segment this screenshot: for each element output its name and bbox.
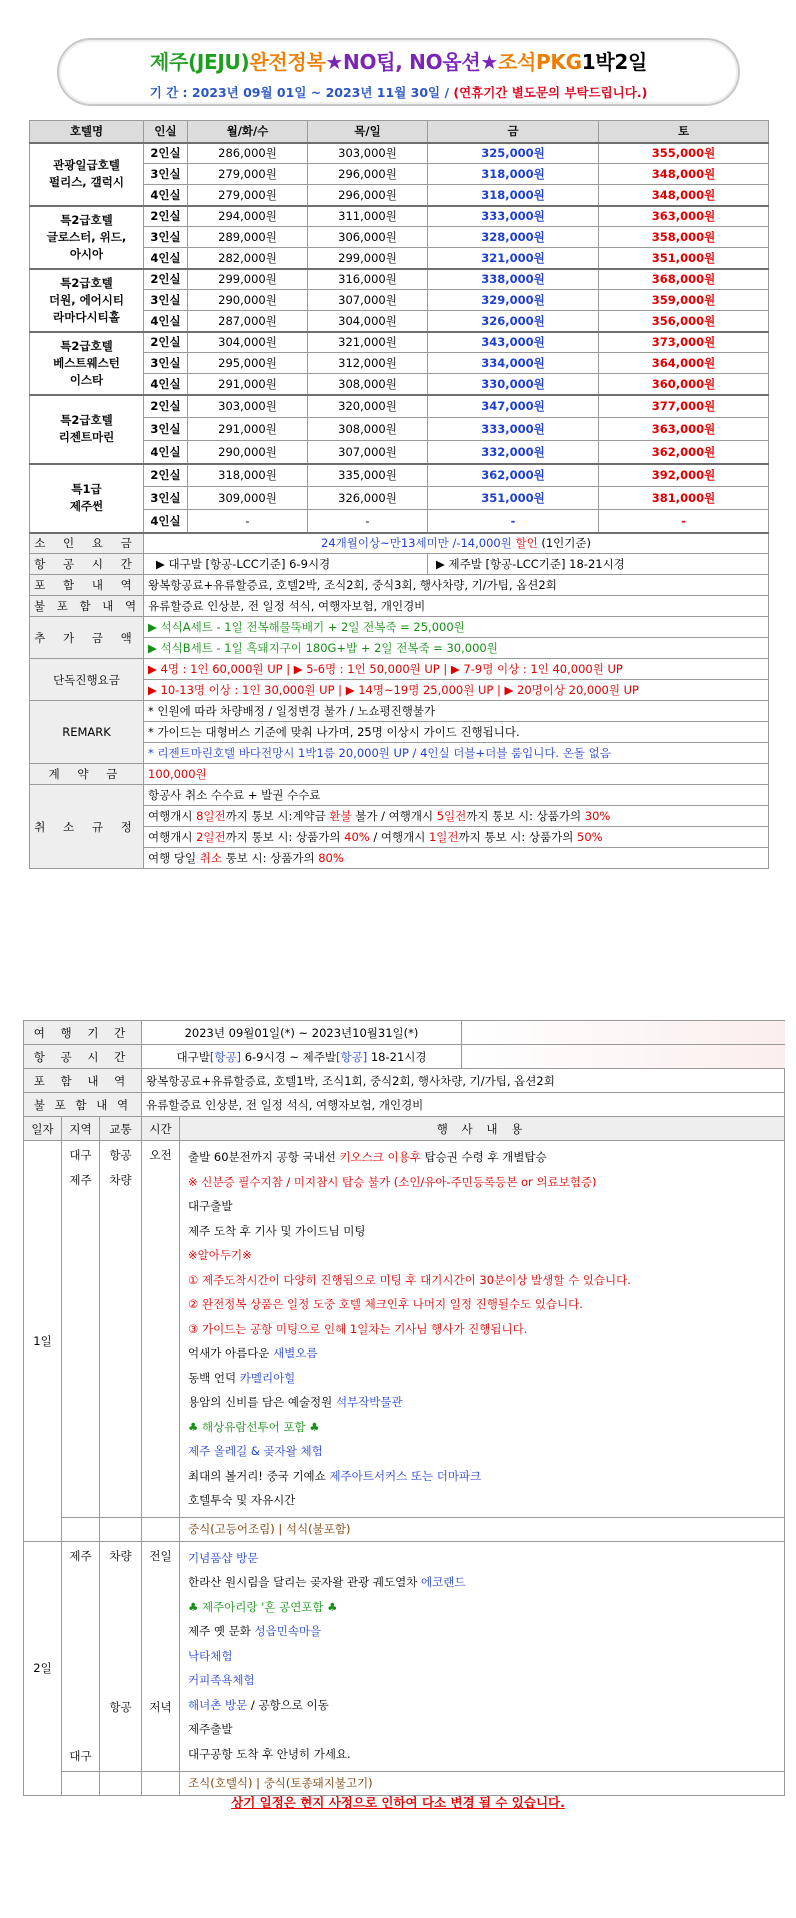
price-fri: 347,000원 <box>428 395 599 418</box>
occupancy: 3인실 <box>144 290 188 311</box>
price-thu-sun: 296,000원 <box>308 164 428 185</box>
sched-flight-row <box>24 1045 785 1069</box>
sched-header-row <box>24 1117 785 1141</box>
info-label: 계 약 금 <box>30 764 144 785</box>
price-fri: 333,000원 <box>428 206 599 227</box>
extra-set-a: ▶ 석식A세트 - 1일 전복해물뚝배기 + 2일 전복죽 = 25,000원 <box>144 617 769 638</box>
col-transport: 교통 <box>100 1117 142 1141</box>
itinerary-line: 최대의 볼거리! 중국 기예쇼 제주아트서커스 또는 더마파크 <box>188 1468 482 1483</box>
schedule-table <box>23 1020 785 1796</box>
price-thu-sun: 308,000원 <box>308 418 428 441</box>
empty-cell <box>100 1771 142 1795</box>
itinerary-line: 출발 60분전까지 공항 국내선 키오스크 이용후 탑승권 수령 후 개별탑승 <box>188 1150 547 1164</box>
itinerary-line: 호텔투숙 및 자유시간 <box>188 1493 296 1507</box>
col-day: 일자 <box>24 1117 62 1141</box>
info-label: 추 가 금 액 <box>30 617 144 659</box>
price-sat: 392,000원 <box>599 464 769 487</box>
price-mon-wed: 291,000원 <box>188 418 308 441</box>
sched-included-row <box>24 1069 785 1093</box>
hotel-name: 특2급호텔 글로스터, 위드, 아시아 <box>30 206 144 269</box>
hotel-name: 특2급호텔 더원, 에어시티 라마다시티홀 <box>30 269 144 332</box>
flight-daegu: ▶ 대구발 [항공-LCC기준] 6-9시경 <box>144 554 428 575</box>
day-label: 1일 <box>24 1141 62 1542</box>
price-mon-wed: 294,000원 <box>188 206 308 227</box>
price-mon-wed: 286,000원 <box>188 143 308 164</box>
sched-label: 불 포 함 내 역 <box>24 1093 142 1117</box>
price-thu-sun: 320,000원 <box>308 395 428 418</box>
itinerary-line: ※ 신분증 필수지참 / 미지참시 탑승 불가 (소인/유아-주민등록등본 or 의료보험증) <box>188 1174 597 1189</box>
day1-meals: 중식(고등어조림) | 석식(불포함) <box>180 1517 785 1541</box>
price-sat: 377,000원 <box>599 395 769 418</box>
price-row <box>30 269 769 290</box>
price-fri: 332,000원 <box>428 441 599 464</box>
title-part-pkg: 조석PKG <box>497 50 582 74</box>
remark-1: * 인원에 따라 차량배정 / 일정변경 불가 / 노쇼평진행불가 <box>144 701 769 722</box>
empty-cell <box>62 1771 100 1795</box>
occupancy: 2인실 <box>144 395 188 418</box>
price-thu-sun: 306,000원 <box>308 227 428 248</box>
header-hotel: 호텔명 <box>30 121 144 143</box>
itinerary-line: 억새가 아름다운 새별오름 <box>188 1346 318 1360</box>
itinerary-line: ② 완전정복 상품은 일정 도중 호텔 체크인후 나머지 일정 진행될수도 있습니다. <box>188 1297 583 1311</box>
period-label: 기 간 : 2023년 09월 01일 ~ 2023년 11월 30일 / <box>149 85 454 100</box>
price-fri: 318,000원 <box>428 164 599 185</box>
occupancy: 2인실 <box>144 143 188 164</box>
price-thu-sun: - <box>308 510 428 533</box>
price-sat: 355,000원 <box>599 143 769 164</box>
empty-cell <box>100 1517 142 1541</box>
day2-meals: 조식(호텔식) | 중식(토종돼지불고기) <box>180 1771 785 1795</box>
col-content: 행 사 내 용 <box>180 1117 785 1141</box>
cancel-1: 항공사 취소 수수료 + 발권 수수료 <box>144 785 769 806</box>
price-table <box>29 120 769 869</box>
price-fri: 343,000원 <box>428 332 599 353</box>
itinerary-line: 제주출발 <box>188 1722 233 1736</box>
price-mon-wed: 309,000원 <box>188 487 308 510</box>
price-sat: 362,000원 <box>599 441 769 464</box>
itinerary-line: 대구공항 도착 후 안녕히 가세요. <box>188 1746 351 1761</box>
sched-excluded: 유류할증료 인상분, 전 일정 석식, 여행자보험, 개인경비 <box>142 1093 785 1117</box>
sched-label: 포 함 내 역 <box>24 1069 142 1093</box>
price-sat: 363,000원 <box>599 206 769 227</box>
price-fri: 333,000원 <box>428 418 599 441</box>
sched-flight: 대구발[항공] 6-9시경 ~ 제주발[항공] 18-21시경 <box>142 1045 462 1069</box>
info-label: 소 인 요 금 <box>30 533 144 554</box>
occupancy: 3인실 <box>144 353 188 374</box>
price-sat: 373,000원 <box>599 332 769 353</box>
itinerary-line: 해녀촌 방문 / 공항으로 이동 <box>188 1697 329 1712</box>
price-body <box>30 143 769 869</box>
info-flight-time <box>30 554 769 575</box>
empty-cell <box>142 1517 180 1541</box>
price-sat: 348,000원 <box>599 164 769 185</box>
hotel-name: 특1급 제주썬 <box>30 464 144 533</box>
sched-label: 여 행 기 간 <box>24 1021 142 1045</box>
info-child-fare <box>30 533 769 554</box>
price-mon-wed: 291,000원 <box>188 374 308 395</box>
empty-cell <box>62 1517 100 1541</box>
time-cell: 오전 <box>142 1141 180 1518</box>
price-thu-sun: 312,000원 <box>308 353 428 374</box>
info-deposit <box>30 764 769 785</box>
occupancy: 4인실 <box>144 185 188 206</box>
price-mon-wed: 303,000원 <box>188 395 308 418</box>
blank-cell <box>462 1021 785 1045</box>
info-extra <box>30 617 769 638</box>
title-part-duration: 1박2일 <box>581 50 647 74</box>
period-note: (연휴기간 별도문의 부탁드립니다.) <box>453 85 648 100</box>
extra-set-b: ▶ 석식B세트 - 1일 흑돼지구이 180G+밥 + 2일 전복죽 = 30,000원 <box>144 638 769 659</box>
col-region: 지역 <box>62 1117 100 1141</box>
flight-jeju: ▶ 제주발 [항공-LCC기준] 18-21시경 <box>428 554 769 575</box>
price-fri: 362,000원 <box>428 464 599 487</box>
info-label: 포 함 내 역 <box>30 575 144 596</box>
itinerary-line: 제주 옛 문화 성읍민속마을 <box>188 1624 322 1638</box>
itinerary-line: 기념품샵 방문 <box>188 1550 259 1565</box>
deposit-value: 100,000원 <box>144 764 769 785</box>
hotel-name: 특2급호텔 리젠트마린 <box>30 395 144 464</box>
info-remark <box>30 701 769 722</box>
col-time: 시간 <box>142 1117 180 1141</box>
occupancy: 3인실 <box>144 227 188 248</box>
sale-period <box>59 83 738 101</box>
price-fri: - <box>428 510 599 533</box>
transport-cell: 차량 항공 <box>100 1541 142 1771</box>
occupancy: 3인실 <box>144 487 188 510</box>
day2-content <box>180 1541 785 1771</box>
itinerary-line: 커피족욕체험 <box>188 1673 255 1687</box>
header-sat: 토 <box>599 121 769 143</box>
price-fri: 318,000원 <box>428 185 599 206</box>
price-mon-wed: 295,000원 <box>188 353 308 374</box>
price-thu-sun: 303,000원 <box>308 143 428 164</box>
price-sat: 360,000원 <box>599 374 769 395</box>
cancel-4: 여행 당일 취소 통보 시: 상품가의 80% <box>144 848 769 869</box>
occupancy: 2인실 <box>144 332 188 353</box>
price-fri: 329,000원 <box>428 290 599 311</box>
occupancy: 2인실 <box>144 464 188 487</box>
itinerary-line: ♣ 해상유람선투어 포함 ♣ <box>188 1419 320 1434</box>
included-value: 왕복항공료+유류할증료, 호텔2박, 조식2회, 중식3회, 행사차량, 기/가팁, 옵션2회 <box>144 575 769 596</box>
day2-row <box>24 1541 785 1771</box>
day-label: 2일 <box>24 1541 62 1795</box>
price-row <box>30 395 769 418</box>
price-mon-wed: 287,000원 <box>188 311 308 332</box>
solo-rate-1: ▶ 4명 : 1인 60,000원 UP | ▶ 5-6명 : 1인 50,000원 UP | ▶ 7-9명 이상 : 1인 40,000원 UP <box>144 659 769 680</box>
itinerary-line: ③ 가이드는 공항 미팅으로 인해 1일차는 기사님 행사가 진행됩니다. <box>188 1321 528 1336</box>
itinerary-line: ① 제주도착시간이 다양히 진행됨으로 미팅 후 대기시간이 30분이상 발생할 수 있습니다. <box>188 1272 631 1287</box>
price-mon-wed: 304,000원 <box>188 332 308 353</box>
price-mon-wed: 299,000원 <box>188 269 308 290</box>
info-label: 단독진행요금 <box>30 659 144 701</box>
price-mon-wed: - <box>188 510 308 533</box>
price-fri: 325,000원 <box>428 143 599 164</box>
price-row <box>30 464 769 487</box>
price-thu-sun: 296,000원 <box>308 185 428 206</box>
itinerary-line: 한라산 원시림을 달리는 곶자왈 관광 궤도열차 에코랜드 <box>188 1575 466 1589</box>
blank-cell <box>462 1045 785 1069</box>
info-label: 취 소 규 정 <box>30 785 144 869</box>
occupancy: 4인실 <box>144 374 188 395</box>
remark-3: * 리젠트마린호텔 바다전망시 1박1룸 20,000원 UP / 4인실 더블+더블 룸입니다. 온돌 없음 <box>144 743 769 764</box>
header-occupancy: 인실 <box>144 121 188 143</box>
info-solo <box>30 659 769 680</box>
price-sat: 351,000원 <box>599 248 769 269</box>
info-included <box>30 575 769 596</box>
sched-period-row <box>24 1021 785 1045</box>
day2-meal-row <box>24 1771 785 1795</box>
remark-2: * 가이드는 대형버스 기준에 맞춰 나가며, 25명 이상시 가이드 진행됩니다. <box>144 722 769 743</box>
info-label: REMARK <box>30 701 144 764</box>
region-cell: 대구 제주 <box>62 1141 100 1518</box>
title-part-jeju: 제주(JEJU) <box>150 50 250 74</box>
price-thu-sun: 304,000원 <box>308 311 428 332</box>
itinerary-line: 동백 언덕 카멜리아힐 <box>188 1370 296 1385</box>
price-thu-sun: 307,000원 <box>308 441 428 464</box>
sched-period: 2023년 09월01일(*) ~ 2023년10월31일(*) <box>142 1021 462 1045</box>
price-mon-wed: 282,000원 <box>188 248 308 269</box>
price-sat: 381,000원 <box>599 487 769 510</box>
price-thu-sun: 308,000원 <box>308 374 428 395</box>
price-table-header <box>30 121 769 143</box>
price-mon-wed: 279,000원 <box>188 164 308 185</box>
header-mon-wed: 월/화/수 <box>188 121 308 143</box>
price-row <box>30 332 769 353</box>
price-fri: 328,000원 <box>428 227 599 248</box>
excluded-value: 유류할증료 인상분, 전 일정 석식, 여행자보험, 개인경비 <box>144 596 769 617</box>
empty-cell <box>142 1771 180 1795</box>
package-title <box>59 46 738 75</box>
price-row <box>30 206 769 227</box>
info-label: 불 포 함 내 역 <box>30 596 144 617</box>
price-mon-wed: 279,000원 <box>188 185 308 206</box>
price-fri: 351,000원 <box>428 487 599 510</box>
title-part-conquest: 완전정복 <box>249 50 326 74</box>
price-thu-sun: 326,000원 <box>308 487 428 510</box>
itinerary-line: ※알아두기※ <box>188 1248 252 1262</box>
info-cancel <box>30 785 769 806</box>
itinerary-line: 대구출발 <box>188 1199 233 1213</box>
header-fri: 금 <box>428 121 599 143</box>
occupancy: 4인실 <box>144 510 188 533</box>
occupancy: 2인실 <box>144 206 188 227</box>
price-thu-sun: 316,000원 <box>308 269 428 290</box>
occupancy: 4인실 <box>144 311 188 332</box>
price-thu-sun: 335,000원 <box>308 464 428 487</box>
region-cell: 제주 대구 <box>62 1541 100 1771</box>
price-thu-sun: 321,000원 <box>308 332 428 353</box>
price-sat: 363,000원 <box>599 418 769 441</box>
itinerary-line: ♣ 제주아리랑 '혼 공연포함 ♣ <box>188 1599 338 1614</box>
price-fri: 334,000원 <box>428 353 599 374</box>
cancel-2: 여행개시 8일전까지 통보 시:계약금 환불 불가 / 여행개시 5일전까지 통보 시: 상품가의 30% <box>144 806 769 827</box>
itinerary-line: 용암의 신비를 담은 예술정원 석부작박물관 <box>188 1395 403 1409</box>
occupancy: 4인실 <box>144 248 188 269</box>
sched-included: 왕복항공료+유류할증료, 호텔1박, 조식1회, 중식2회, 행사차량, 기/가팁, 옵션2회 <box>142 1069 785 1093</box>
itinerary-line: 제주 올레길 & 곶자왈 체험 <box>188 1444 323 1458</box>
occupancy: 3인실 <box>144 418 188 441</box>
price-sat: 358,000원 <box>599 227 769 248</box>
solo-rate-2: ▶ 10-13명 이상 : 1인 30,000원 UP | ▶ 14명~19명 25,000원 UP | ▶ 20명이상 20,000원 UP <box>144 680 769 701</box>
info-excluded <box>30 596 769 617</box>
header-thu-sun: 목/일 <box>308 121 428 143</box>
day1-content <box>180 1141 785 1518</box>
price-thu-sun: 307,000원 <box>308 290 428 311</box>
price-sat: 359,000원 <box>599 290 769 311</box>
price-mon-wed: 290,000원 <box>188 441 308 464</box>
sched-label: 항 공 시 간 <box>24 1045 142 1069</box>
title-part-no-tip: ★NO팁, NO옵션★ <box>325 50 498 74</box>
price-row <box>30 143 769 164</box>
day1-meal-row <box>24 1517 785 1541</box>
sched-excluded-row <box>24 1093 785 1117</box>
price-mon-wed: 318,000원 <box>188 464 308 487</box>
price-fri: 330,000원 <box>428 374 599 395</box>
time-cell: 전일 저녁 <box>142 1541 180 1771</box>
price-sat: 356,000원 <box>599 311 769 332</box>
day1-row <box>24 1141 785 1518</box>
itinerary-line: 제주 도착 후 기사 및 가이드님 미팅 <box>188 1223 366 1238</box>
occupancy: 2인실 <box>144 269 188 290</box>
occupancy: 4인실 <box>144 441 188 464</box>
child-fare-value: 24개월이상~만13세미만 /-14,000원 할인 (1인기준) <box>144 533 769 554</box>
hotel-name: 관광일급호텔 펄리스, 갤럭시 <box>30 143 144 206</box>
price-thu-sun: 311,000원 <box>308 206 428 227</box>
price-fri: 321,000원 <box>428 248 599 269</box>
info-label: 항 공 시 간 <box>30 554 144 575</box>
title-banner <box>57 38 740 106</box>
price-fri: 338,000원 <box>428 269 599 290</box>
price-sat: 348,000원 <box>599 185 769 206</box>
transport-cell: 항공 차량 <box>100 1141 142 1518</box>
price-sat: 368,000원 <box>599 269 769 290</box>
price-thu-sun: 299,000원 <box>308 248 428 269</box>
price-sat: - <box>599 510 769 533</box>
price-sat: 364,000원 <box>599 353 769 374</box>
hotel-name: 특2급호텔 베스트웨스턴 이스타 <box>30 332 144 395</box>
price-mon-wed: 289,000원 <box>188 227 308 248</box>
price-fri: 326,000원 <box>428 311 599 332</box>
price-mon-wed: 290,000원 <box>188 290 308 311</box>
occupancy: 3인실 <box>144 164 188 185</box>
itinerary-line: 낙타체험 <box>188 1648 233 1663</box>
change-notice: 상기 일정은 현지 사정으로 인하여 다소 변경 될 수 있습니다. <box>231 1795 565 1810</box>
cancel-3: 여행개시 2일전까지 통보 시: 상품가의 40% / 여행개시 1일전까지 통보 시: 상품가의 50% <box>144 827 769 848</box>
